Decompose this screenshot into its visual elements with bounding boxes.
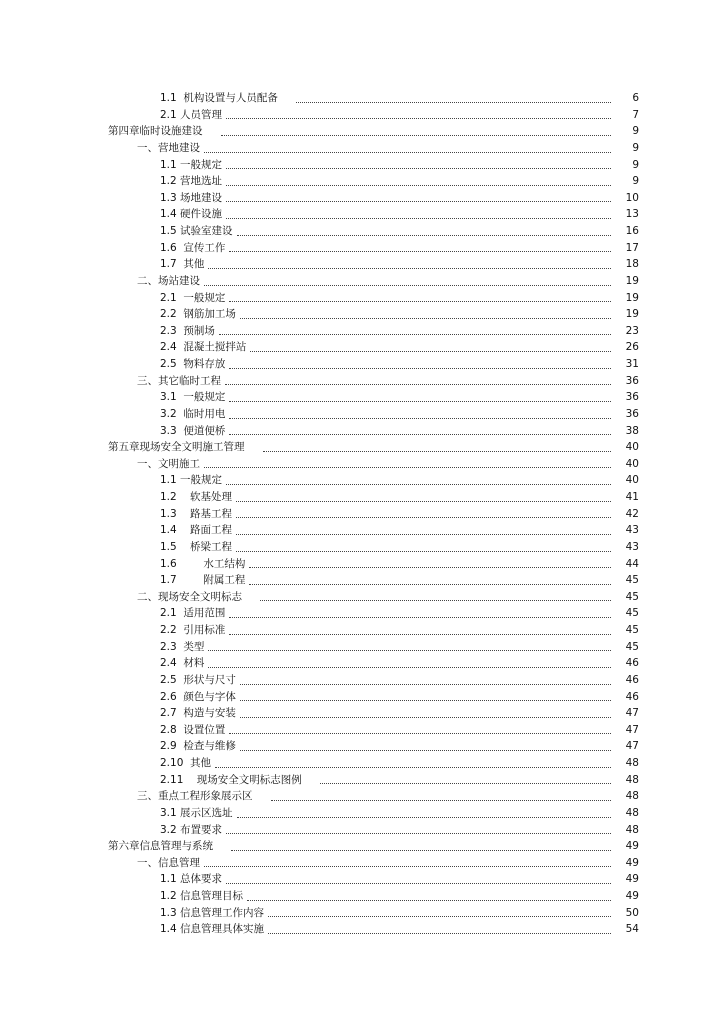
toc-page-number: 43 bbox=[625, 524, 639, 537]
toc-page-number: 46 bbox=[625, 690, 639, 703]
dot-leader bbox=[229, 368, 611, 369]
dot-leader bbox=[229, 733, 611, 734]
toc-entry[interactable] bbox=[0, 339, 724, 356]
toc-page-number: 7 bbox=[632, 108, 639, 121]
toc-page-number: 13 bbox=[625, 208, 639, 221]
toc-entry-label: 2.2 钢筋加工场 bbox=[160, 308, 236, 321]
toc-entry-line bbox=[160, 921, 615, 938]
toc-entry-label: 1.3 场地建设 bbox=[160, 191, 223, 204]
toc-entry-line bbox=[108, 439, 615, 456]
dot-leader bbox=[263, 451, 612, 452]
toc-entry-line bbox=[160, 206, 615, 223]
toc-entry[interactable] bbox=[0, 572, 724, 589]
toc-entry[interactable] bbox=[0, 406, 724, 423]
toc-page-number: 38 bbox=[625, 424, 639, 437]
toc-entry-line bbox=[160, 689, 615, 706]
toc-entry-label: 第五章现场安全文明施工管理 bbox=[108, 441, 245, 454]
toc-entry[interactable] bbox=[0, 539, 724, 556]
toc-page-number: 46 bbox=[625, 673, 639, 686]
toc-entry[interactable] bbox=[0, 838, 724, 855]
toc-entry[interactable] bbox=[0, 672, 724, 689]
toc-entry-line bbox=[160, 722, 615, 739]
toc-entry[interactable] bbox=[0, 389, 724, 406]
toc-entry-label: 3.2 布置要求 bbox=[160, 823, 223, 836]
toc-entry[interactable] bbox=[0, 290, 724, 307]
toc-page-number: 47 bbox=[625, 740, 639, 753]
toc-page-number: 43 bbox=[625, 540, 639, 553]
toc-entry-line bbox=[160, 772, 615, 789]
dot-leader bbox=[231, 850, 611, 851]
toc-entry-line bbox=[160, 157, 615, 174]
toc-page-number: 48 bbox=[625, 806, 639, 819]
toc-entry-line bbox=[137, 140, 615, 157]
toc-entry-label: 3.1 展示区选址 bbox=[160, 806, 233, 819]
toc-entry[interactable] bbox=[0, 157, 724, 174]
dot-leader bbox=[221, 135, 612, 136]
toc-entry-line bbox=[160, 190, 615, 207]
toc-page-number: 45 bbox=[625, 607, 639, 620]
toc-entry-label: 1.7 附属工程 bbox=[160, 574, 246, 587]
toc-entry[interactable] bbox=[0, 788, 724, 805]
dot-leader bbox=[226, 484, 611, 485]
toc-page-number: 36 bbox=[625, 391, 639, 404]
toc-entry-label: 2.3 类型 bbox=[160, 640, 205, 653]
toc-entry-label: 1.7 其他 bbox=[160, 258, 205, 271]
toc-entry-line bbox=[160, 506, 615, 523]
dot-leader bbox=[229, 634, 611, 635]
toc-entry[interactable] bbox=[0, 373, 724, 390]
dot-leader bbox=[225, 384, 611, 385]
toc-entry-label: 三、其它临时工程 bbox=[137, 374, 221, 387]
dot-leader bbox=[236, 517, 611, 518]
toc-entry[interactable] bbox=[0, 107, 724, 124]
toc-entry[interactable] bbox=[0, 556, 724, 573]
toc-entry-line bbox=[160, 672, 615, 689]
dot-leader bbox=[236, 551, 611, 552]
toc-entry-label: 1.1 一般规定 bbox=[160, 474, 223, 487]
toc-entry-line bbox=[160, 472, 615, 489]
dot-leader bbox=[204, 152, 611, 153]
toc-entry-line bbox=[160, 173, 615, 190]
toc-entry[interactable] bbox=[0, 655, 724, 672]
dot-leader bbox=[268, 933, 611, 934]
dot-leader bbox=[237, 817, 611, 818]
toc-entry-label: 1.1 机构设置与人员配备 bbox=[160, 92, 278, 104]
toc-entry-line bbox=[160, 290, 615, 307]
dot-leader bbox=[226, 833, 611, 834]
toc-entry-label: 2.1 人员管理 bbox=[160, 108, 223, 121]
toc-page-number: 44 bbox=[625, 557, 639, 570]
toc-page-number: 54 bbox=[625, 923, 639, 936]
dot-leader bbox=[237, 235, 611, 236]
toc-page-number: 49 bbox=[625, 856, 639, 869]
toc-entry-line bbox=[108, 838, 615, 855]
toc-entry-label: 三、重点工程形象展示区 bbox=[137, 790, 253, 803]
dot-leader bbox=[204, 467, 611, 468]
toc-entry-label: 2.11 现场安全文明标志图例 bbox=[160, 773, 302, 786]
toc-page-number: 47 bbox=[625, 707, 639, 720]
toc-entry-line bbox=[160, 639, 615, 656]
toc-entry-line bbox=[160, 90, 615, 107]
toc-entry[interactable] bbox=[0, 622, 724, 639]
toc-entry[interactable] bbox=[0, 605, 724, 622]
toc-entry[interactable] bbox=[0, 223, 724, 240]
dot-leader bbox=[229, 401, 611, 402]
toc-page-number: 16 bbox=[625, 225, 639, 237]
toc-entry-label: 1.6 宣传工作 bbox=[160, 241, 226, 254]
toc-entry-label: 3.2 临时用电 bbox=[160, 407, 226, 420]
toc-entry[interactable] bbox=[0, 805, 724, 822]
toc-entry-label: 2.4 材料 bbox=[160, 657, 205, 670]
toc-entry[interactable] bbox=[0, 738, 724, 755]
toc-entry[interactable] bbox=[0, 206, 724, 223]
toc-page-number: 48 bbox=[625, 773, 639, 786]
table-of-contents bbox=[0, 90, 724, 938]
toc-page-number: 26 bbox=[625, 341, 639, 354]
toc-entry[interactable] bbox=[0, 522, 724, 539]
toc-page-number: 9 bbox=[632, 141, 639, 154]
toc-page-number: 36 bbox=[625, 407, 639, 420]
toc-entry-label: 2.4 混凝土搅拌站 bbox=[160, 341, 247, 354]
dot-leader bbox=[250, 351, 611, 352]
toc-entry-line bbox=[137, 788, 615, 805]
toc-entry-label: 1.4 信息管理具体实施 bbox=[160, 923, 265, 936]
toc-entry-line bbox=[160, 705, 615, 722]
toc-entry-label: 2.3 预制场 bbox=[160, 324, 215, 337]
dot-leader bbox=[271, 800, 612, 801]
dot-leader bbox=[249, 567, 611, 568]
toc-entry-label: 第四章临时设施建设 bbox=[108, 125, 203, 138]
toc-entry-line bbox=[108, 123, 615, 140]
dot-leader bbox=[229, 617, 611, 618]
dot-leader bbox=[260, 600, 611, 601]
toc-page-number: 6 bbox=[632, 92, 639, 104]
toc-entry[interactable] bbox=[0, 190, 724, 207]
toc-entry[interactable] bbox=[0, 306, 724, 323]
toc-page-number: 40 bbox=[625, 474, 639, 487]
toc-entry-label: 1.5 试验室建设 bbox=[160, 225, 233, 237]
toc-entry[interactable] bbox=[0, 888, 724, 905]
toc-entry[interactable] bbox=[0, 705, 724, 722]
toc-entry-label: 1.2 营地选址 bbox=[160, 175, 223, 188]
toc-page-number: 45 bbox=[625, 590, 639, 603]
toc-page-number: 47 bbox=[625, 723, 639, 736]
toc-entry[interactable] bbox=[0, 90, 724, 107]
toc-entry-line bbox=[160, 905, 615, 922]
toc-entry-label: 1.1 一般规定 bbox=[160, 158, 223, 171]
dot-leader bbox=[320, 783, 611, 784]
toc-entry-line bbox=[160, 888, 615, 905]
dot-leader bbox=[208, 650, 611, 651]
toc-entry-label: 2.10 其他 bbox=[160, 757, 212, 769]
toc-entry-label: 一、营地建设 bbox=[137, 141, 200, 154]
toc-entry-label: 1.4 硬件设施 bbox=[160, 208, 223, 221]
toc-entry-line bbox=[160, 539, 615, 556]
toc-entry-line bbox=[160, 256, 615, 273]
toc-entry-line bbox=[160, 356, 615, 373]
toc-entry-label: 1.1 总体要求 bbox=[160, 873, 223, 886]
toc-entry[interactable] bbox=[0, 689, 724, 706]
toc-entry-line bbox=[160, 323, 615, 340]
toc-entry-line bbox=[160, 339, 615, 356]
toc-entry-line bbox=[160, 107, 615, 124]
toc-page-number: 50 bbox=[625, 906, 639, 919]
toc-entry-line bbox=[137, 589, 615, 606]
dot-leader bbox=[226, 168, 611, 169]
dot-leader bbox=[226, 883, 611, 884]
toc-entry-line bbox=[160, 871, 615, 888]
toc-entry-label: 2.5 物料存放 bbox=[160, 358, 226, 370]
toc-entry[interactable] bbox=[0, 123, 724, 140]
dot-leader bbox=[240, 750, 611, 751]
toc-page-number: 19 bbox=[625, 274, 639, 287]
toc-page-number: 19 bbox=[625, 308, 639, 321]
toc-page-number: 17 bbox=[625, 241, 639, 254]
toc-entry[interactable] bbox=[0, 356, 724, 373]
toc-page-number: 36 bbox=[625, 374, 639, 387]
toc-entry-line bbox=[160, 572, 615, 589]
toc-entry[interactable] bbox=[0, 871, 724, 888]
toc-page-number: 9 bbox=[632, 125, 639, 138]
dot-leader bbox=[236, 534, 611, 535]
toc-entry-line bbox=[160, 822, 615, 839]
dot-leader bbox=[226, 201, 611, 202]
toc-entry[interactable] bbox=[0, 855, 724, 872]
toc-page-number: 45 bbox=[625, 624, 639, 636]
toc-entry-line bbox=[160, 738, 615, 755]
toc-entry-label: 一、信息管理 bbox=[137, 856, 200, 869]
dot-leader bbox=[247, 900, 611, 901]
dot-leader bbox=[236, 501, 611, 502]
toc-entry[interactable] bbox=[0, 589, 724, 606]
dot-leader bbox=[219, 334, 611, 335]
toc-entry-label: 2.1 适用范围 bbox=[160, 607, 226, 620]
toc-entry-line bbox=[160, 605, 615, 622]
toc-entry-line bbox=[160, 805, 615, 822]
toc-page-number: 42 bbox=[625, 507, 639, 520]
toc-entry-line bbox=[160, 389, 615, 406]
toc-entry[interactable] bbox=[0, 423, 724, 440]
dot-leader bbox=[249, 584, 611, 585]
toc-entry-line bbox=[160, 655, 615, 672]
toc-entry-label: 二、现场安全文明标志 bbox=[137, 590, 242, 603]
toc-entry-label: 二、场站建设 bbox=[137, 274, 200, 287]
toc-page-number: 10 bbox=[625, 191, 639, 204]
toc-entry-line bbox=[160, 556, 615, 573]
toc-page-number: 23 bbox=[625, 324, 639, 337]
toc-entry-line bbox=[137, 373, 615, 390]
dot-leader bbox=[229, 301, 611, 302]
dot-leader bbox=[229, 418, 611, 419]
toc-entry-label: 1.2 软基处理 bbox=[160, 491, 233, 503]
toc-entry[interactable] bbox=[0, 256, 724, 273]
toc-page-number: 40 bbox=[625, 441, 639, 454]
toc-page-number: 9 bbox=[632, 175, 639, 188]
toc-entry[interactable] bbox=[0, 722, 724, 739]
toc-entry-line bbox=[160, 406, 615, 423]
toc-page-number: 18 bbox=[625, 258, 639, 271]
toc-page-number: 48 bbox=[625, 823, 639, 836]
dot-leader bbox=[204, 866, 611, 867]
dot-leader bbox=[296, 102, 611, 103]
toc-entry-line bbox=[160, 522, 615, 539]
toc-entry-line bbox=[160, 240, 615, 257]
dot-leader bbox=[208, 667, 611, 668]
toc-entry-line bbox=[160, 306, 615, 323]
dot-leader bbox=[204, 285, 611, 286]
toc-entry-label: 1.6 水工结构 bbox=[160, 557, 246, 570]
dot-leader bbox=[226, 185, 611, 186]
toc-entry-line bbox=[160, 622, 615, 639]
toc-entry[interactable] bbox=[0, 173, 724, 190]
toc-entry[interactable] bbox=[0, 472, 724, 489]
toc-page-number: 45 bbox=[625, 640, 639, 653]
toc-entry[interactable] bbox=[0, 240, 724, 257]
toc-page-number: 49 bbox=[625, 873, 639, 886]
toc-page-number: 41 bbox=[625, 491, 639, 503]
toc-entry-label: 2.9 检查与维修 bbox=[160, 740, 236, 753]
toc-entry-label: 2.2 引用标准 bbox=[160, 624, 226, 636]
dot-leader bbox=[240, 717, 611, 718]
toc-page-number: 46 bbox=[625, 657, 639, 670]
toc-entry-line bbox=[160, 223, 615, 240]
dot-leader bbox=[215, 767, 611, 768]
toc-entry-label: 一、文明施工 bbox=[137, 457, 200, 470]
toc-entry-line bbox=[137, 855, 615, 872]
toc-entry[interactable] bbox=[0, 905, 724, 922]
dot-leader bbox=[268, 916, 611, 917]
toc-page-number: 45 bbox=[625, 574, 639, 587]
toc-entry-label: 2.7 构造与安装 bbox=[160, 707, 236, 720]
toc-entry[interactable] bbox=[0, 755, 724, 772]
toc-entry-line bbox=[160, 755, 615, 772]
toc-entry-line bbox=[160, 423, 615, 440]
toc-page-number: 49 bbox=[625, 840, 639, 853]
toc-page-number: 40 bbox=[625, 457, 639, 470]
toc-entry-line bbox=[137, 456, 615, 473]
toc-entry-label: 1.3 信息管理工作内容 bbox=[160, 906, 265, 919]
dot-leader bbox=[240, 318, 611, 319]
toc-entry-label: 2.6 颜色与字体 bbox=[160, 690, 236, 703]
toc-entry[interactable] bbox=[0, 273, 724, 290]
toc-page-number: 49 bbox=[625, 890, 639, 902]
toc-entry-label: 2.1 一般规定 bbox=[160, 291, 226, 304]
dot-leader bbox=[226, 118, 611, 119]
toc-entry[interactable] bbox=[0, 456, 724, 473]
dot-leader bbox=[240, 700, 611, 701]
toc-entry[interactable] bbox=[0, 822, 724, 839]
toc-entry-label: 第六章信息管理与系统 bbox=[108, 840, 213, 853]
dot-leader bbox=[229, 434, 611, 435]
toc-entry-line bbox=[137, 273, 615, 290]
toc-entry-label: 2.8 设置位置 bbox=[160, 723, 226, 736]
toc-entry-label: 1.3 路基工程 bbox=[160, 507, 233, 520]
dot-leader bbox=[229, 251, 611, 252]
toc-entry[interactable] bbox=[0, 921, 724, 938]
toc-entry[interactable] bbox=[0, 323, 724, 340]
toc-page-number: 48 bbox=[625, 757, 639, 769]
toc-entry-label: 3.1 一般规定 bbox=[160, 391, 226, 404]
toc-entry-line bbox=[160, 489, 615, 506]
toc-page-number: 48 bbox=[625, 790, 639, 803]
toc-page-number: 9 bbox=[632, 158, 639, 171]
toc-page-number: 31 bbox=[625, 358, 639, 370]
dot-leader bbox=[240, 684, 611, 685]
toc-entry-label: 2.5 形状与尺寸 bbox=[160, 673, 236, 686]
toc-entry[interactable] bbox=[0, 140, 724, 157]
toc-entry[interactable] bbox=[0, 489, 724, 506]
dot-leader bbox=[208, 268, 611, 269]
toc-page-number: 19 bbox=[625, 291, 639, 304]
toc-entry[interactable] bbox=[0, 506, 724, 523]
toc-entry-label: 1.4 路面工程 bbox=[160, 524, 233, 537]
toc-entry[interactable] bbox=[0, 439, 724, 456]
toc-entry[interactable] bbox=[0, 772, 724, 789]
toc-entry-label: 3.3 便道便桥 bbox=[160, 424, 226, 437]
toc-entry-label: 1.5 桥梁工程 bbox=[160, 540, 233, 553]
toc-entry[interactable] bbox=[0, 639, 724, 656]
toc-entry-label: 1.2 信息管理目标 bbox=[160, 890, 244, 902]
dot-leader bbox=[226, 218, 611, 219]
